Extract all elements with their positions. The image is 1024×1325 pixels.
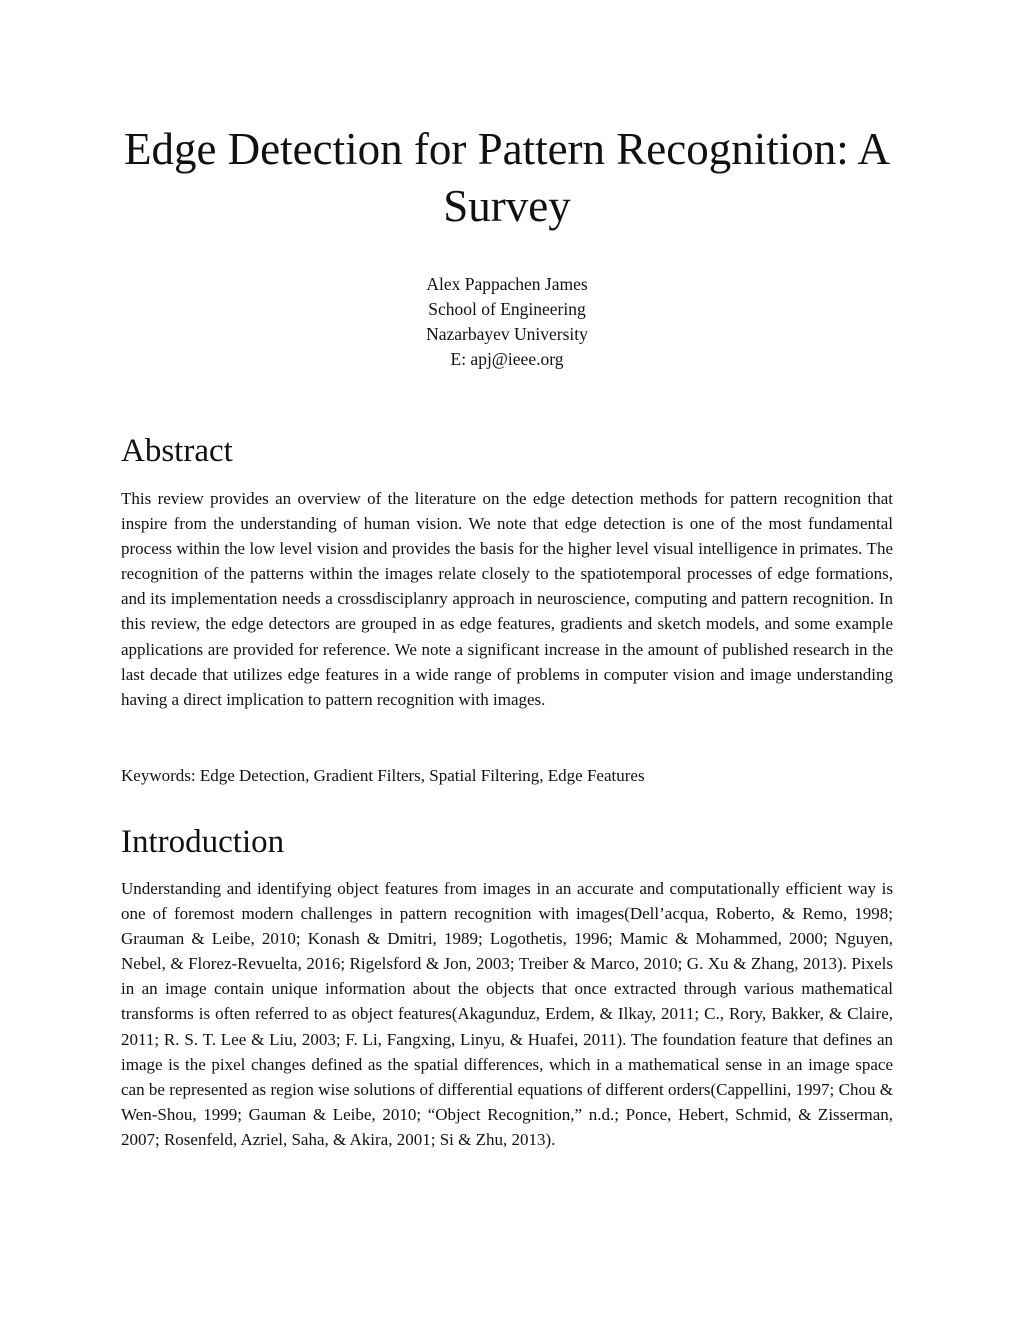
keywords-line: Keywords: Edge Detection, Gradient Filters, Spatial Filtering, Edge Features (121, 766, 645, 785)
author-department: School of Engineering (428, 299, 586, 319)
author-email: E: apj@ieee.org (450, 349, 564, 369)
abstract-text: This review provides an overview of the literature on the edge detection methods for pattern recognition that inspire from the understanding of human vision. We note that edge detection is one of the most fundamental process within the low level vision and provides the basis for the higher level visual intelligence in primates. The recognition of the patterns within the images relate closely to the spatiotemporal processes of edge formations, and its implementation needs a crossdisciplanry approach in neuroscience, computing and pattern recognition. In this review, the edge detectors are grouped in as edge features, gradients and sketch models, and some example applications are provided for reference. We note a significant increase in the amount of published research in the last decade that utilizes edge features in a wide range of problems in computer vision and image understanding having a direct implication to pattern recognition with images. (121, 489, 893, 709)
paper-title: Edge Detection for Pattern Recognition: A Survey (123, 124, 891, 231)
author-block (121, 272, 893, 372)
abstract-heading: Abstract (121, 433, 233, 469)
introduction-heading: Introduction (121, 824, 285, 860)
introduction-text: Understanding and identifying object features from images in an accurate and computationally efficient way is one of foremost modern challenges in pattern recognition with images(Dell’acqua, Roberto, & Remo, 1998; Grauman & Leibe, 2010; Konash & Dmitri, 1989; Logothetis, 1996; Mamic & Mohammed, 2000; Nguyen, Nebel, & Florez-Revuelta, 2016; Rigelsford & Jon, 2003; Treiber & Marco, 2010; G. Xu & Zhang, 2013). Pixels in an image contain unique information about the objects that once extracted through various mathematical transforms is often referred to as object features(Akagunduz, Erdem, & Ilkay, 2011; C., Rory, Bakker, & Claire, 2011; R. S. T. Lee & Liu, 2003; F. Li, Fangxing, Linyu, & Huafei, 2011). The foundation feature that defines an image is the pixel changes defined as the spatial differences, which in a mathematical sense in an image space can be represented as region wise solutions of differential equations of different orders(Cappellini, 1997; Chou & Wen-Shou, 1999; Gauman & Leibe, 2010; “Object Recognition,” n.d.; Ponce, Hebert, Schmid, & Zisserman, 2007; Rosenfeld, Azriel, Saha, & Akira, 2001; Si & Zhu, 2013). (121, 879, 893, 1149)
author-institution: Nazarbayev University (426, 324, 588, 344)
author-name: Alex Pappachen James (426, 274, 588, 294)
